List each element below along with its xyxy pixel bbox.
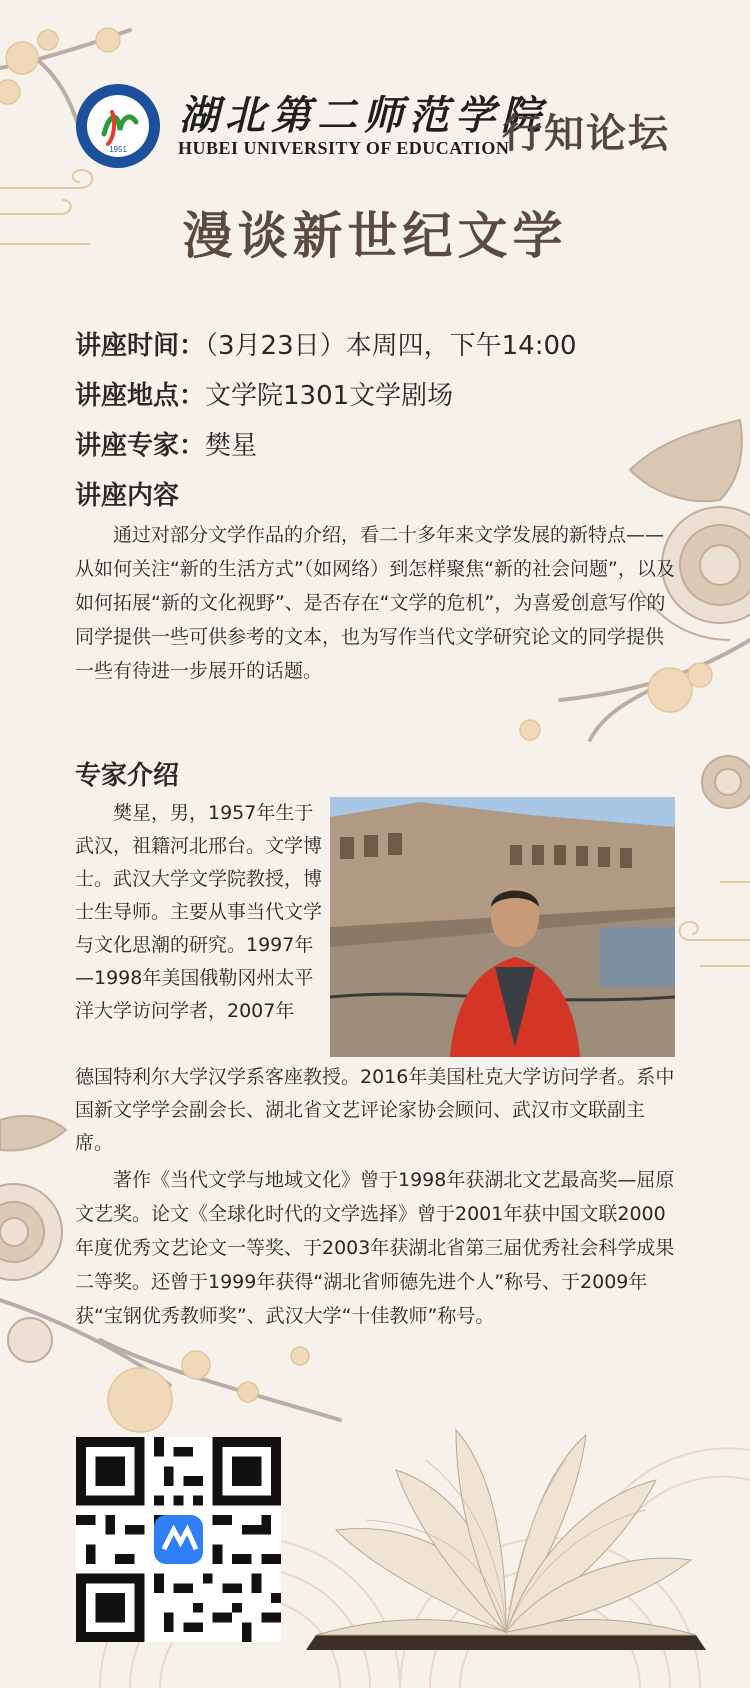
- content-heading: 讲座内容: [75, 481, 180, 511]
- university-logo-icon: [74, 82, 162, 170]
- content-text: 通过对部分文学作品的介绍，看二十多年来文学发展的新特点——从如何关注“新的生活方式”（如网络）到怎样聚焦“新的社会问题”，以及如何拓展“新的文化视野”、是否存在“文学的危机”，为喜爱创意写作的同学提供一些可供参考的文本，也为写作当代文学研究论文的同学提供一些有待进一步展开的话题。: [75, 524, 675, 682]
- cloud-lines-right-icon: [680, 882, 750, 966]
- school-name-en: HUBEI UNIVERSITY OF EDUCATION: [178, 138, 510, 158]
- left-rose-icon: [0, 1116, 66, 1362]
- qr-code-icon[interactable]: [76, 1437, 281, 1642]
- right-small-rose-icon: [702, 756, 750, 808]
- time-label: 讲座时间：: [75, 331, 206, 361]
- expert-row: [75, 425, 257, 462]
- time-row: [75, 325, 577, 362]
- lecture-title: 漫谈新世纪文学: [182, 206, 568, 265]
- place-value: 文学院1301文学剧场: [205, 381, 454, 411]
- header: [74, 72, 694, 172]
- place-row: [75, 375, 453, 412]
- place-label: 讲座地点：: [75, 381, 206, 411]
- time-value: （3月23日）本周四，下午14:00: [205, 331, 577, 361]
- forum-name: 行知论坛: [502, 110, 670, 157]
- logo-year: 1951: [109, 145, 127, 154]
- expert-photo: [330, 797, 675, 1057]
- expert-heading: 专家介绍: [75, 761, 180, 791]
- works-text: 著作《当代文学与地域文化》曾于1998年获湖北文艺最高奖—屈原文艺奖。论文《全球化时代的文学选择》曾于2001年获中国文联2000年度优秀文艺论文一等奖、于2003年获湖北省第三届优秀社会科学成果二等奖。还曾于1999年获得“湖北省师德先进个人”称号、于2009年获“宝钢优秀教师奖”、武汉大学“十佳教师”称号。: [75, 1169, 675, 1327]
- left-blossom-icon: [108, 1347, 309, 1432]
- expert-label: 讲座专家：: [75, 431, 206, 461]
- school-name-cn: 湖北第二师范学院: [179, 92, 547, 139]
- bio-rest-text: 德国特利尔大学汉学系客座教授。2016年美国杜克大学访问学者。系中国新文学学会副会长、湖北省文艺评论家协会顾问、武汉市文联副主席。: [75, 1066, 675, 1154]
- open-book-icon: [296, 1400, 716, 1660]
- expert-value: 樊星: [205, 431, 258, 461]
- bio-left-text: 樊星，男，1957年生于武汉，祖籍河北邢台。文学博士。武汉大学文学院教授，博士生导师。主要从事当代文学与文化思潮的研究。1997年—1998年美国俄勒冈州太平洋大学访问学者，2007年: [75, 802, 323, 1022]
